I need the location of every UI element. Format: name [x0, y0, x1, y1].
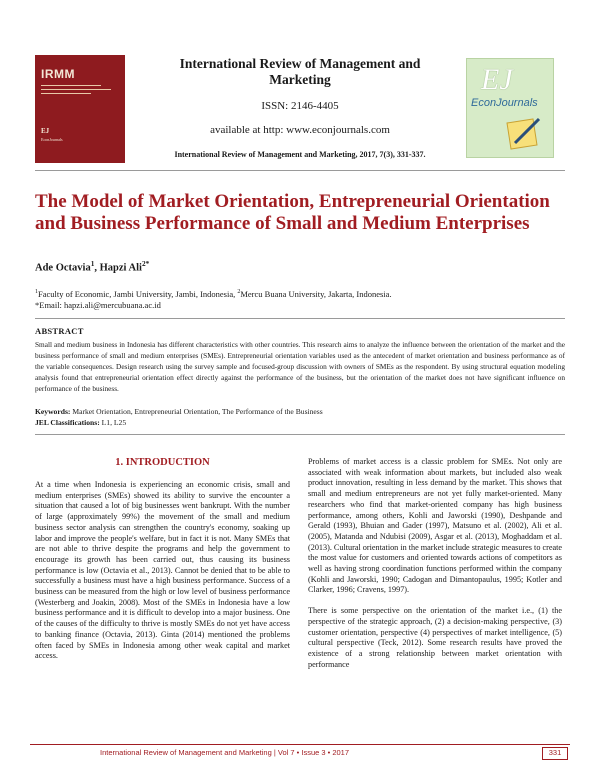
author-2-sup: 2*: [141, 259, 150, 268]
affil-1: Faculty of Economic, Jambi University, Jambi, Indonesia,: [37, 288, 238, 299]
author-1-sup: 1: [90, 259, 95, 268]
section-heading: 1. INTRODUCTION: [115, 457, 210, 468]
citation: International Review of Management and Marketing, 2017, 7(3), 331-337.: [174, 150, 426, 159]
cover-line: [41, 85, 101, 86]
issn: ISSN: 2146-4405: [261, 100, 339, 112]
abstract-text: Small and medium business in Indonesia has different characteristics with other countries. This research aims to analyze the influence between the orientation of the market and the business performance of small and medium enterprises (SMEs). Entrepreneurial orientation variables used as the antecedent of market orientation and business performance as of the variable consequences. Design research using the survey sample and focused-group discussion with owners of SMEs as the respondent. By using structural equation modeling analysis found that entrepreneurial orientation effect directly against the performance of the business, but the orientation of the market does not have significant influence on performance of the business.: [35, 340, 565, 393]
abstract-rule-bottom: [35, 434, 565, 435]
intro-paragraph-2: Problems of market access is a classic problem for SMEs. Not only are associated with weak information about markets, but included also weak product innovation, resulting in less demand by the market. This shows that small and medium entrepreneurs are not yet fully market-oriented. Many researchers who find that market-oriented company has high business performance, among others, Kohli and Jaworski (1990), Deshpande and Gerald (1993), Bhuian and Gader (1997), Matsuno et al. (2002), Ali et al. (2005), Matanda and Ndubisi (2009), Asgar et al. (2013), Moghaddam et al. (2013). Cultural orientation in the market include strategic measures to create the most value for customers and oriented towards actions of competitors as well as having strong coordination functions performed within the company (Kohli and Jaworski, 1990; Cadogan and Dimantopaulus, 1995; Kotler and Clarker, 1996; Cravens, 1997).: [308, 457, 562, 595]
intro-right-column: [308, 457, 562, 680]
journal-title: International Review of Management and Marketing: [179, 56, 421, 87]
author-sep: ,: [94, 262, 100, 274]
author-1: Ade Octavia: [35, 262, 91, 274]
affil-2: Mercu Buana University, Jakarta, Indonesia.: [240, 288, 392, 299]
intro-paragraph-1: At a time when Indonesia is experiencing an economic crisis, small and medium enterprises (SMEs) showed its ability to survive the encounter a situation that caused a lot of big businesses went bankrupt. With the number of large (approximately 99%) the movement of the small and medium business sector analysis can strengthen the country's economy, soaking up labor and improve the people's welfare, but in fact it is not. Many SMEs that are not able to thrive despite the programs and help the government to encourage its growth has been carried out, thus causing its business performance is low (Octavia et al., 2013). Cannot be denied that to be able to successfully a business must have a high business performance. Success of a business can be measured from the high or low level of business performance (Westerberg and Joakin, 2008). Most of the SMEs in Indonesia have a low business performance and it is difficult to develop into a major business. One of the causes of the difficulty to thrive is mostly SMEs do not yet have access to banking finance (Octavia, 2013). Ginta (2014) mentioned the problems often faced by SMEs in Indonesia among other weak capital and market access.: [35, 480, 290, 661]
jel-text: L1, L25: [99, 418, 127, 427]
authors: [35, 259, 149, 274]
page-number: 331: [542, 747, 568, 760]
abstract-rule-top: [35, 318, 565, 319]
keywords-text: Market Orientation, Entrepreneurial Orientation, The Performance of the Business: [70, 407, 323, 416]
keywords-label: Keywords:: [35, 407, 71, 416]
affil-sup-2: 2: [237, 289, 241, 295]
affil-sup-1: 1: [35, 289, 38, 295]
cover-line: [41, 93, 91, 94]
cover-ej-text: EconJournals: [41, 137, 63, 142]
page-footer: [30, 744, 570, 761]
affiliation: [35, 287, 575, 311]
cover-line: [41, 89, 111, 90]
paper-title: The Model of Market Orientation, Entrepreneurial Orientation and Business Performance of Small and Medium Enterprises: [35, 191, 550, 234]
available-at: available at http: www.econjournals.com: [210, 124, 390, 136]
author-2: Hapzi Ali: [99, 262, 142, 274]
logo-name: EconJournals: [471, 97, 538, 109]
email: *Email: hapzi.ali@mercubuana.ac.id: [35, 299, 161, 310]
cover-ej: EJ: [41, 127, 50, 135]
header-rule: [35, 170, 565, 171]
econjournals-logo: [466, 58, 554, 158]
pen-paper-icon: [503, 115, 543, 151]
intro-paragraph-3: There is some perspective on the orientation of the market i.e., (1) the perspective of the strategic approach, (2) a decision-making perspective, (3) customer orientation, perspective (4) perspectives of market intelligence, (5) cultural perspective (Teck, 2012). Some research results have proved the existence of a strong relationship between market orientation with performance: [308, 606, 562, 669]
cover-acronym: IRMM: [41, 67, 75, 81]
journal-cover-image: [35, 55, 125, 163]
keywords: [35, 406, 575, 428]
abstract-heading: ABSTRACT: [35, 326, 84, 336]
logo-letters: EJ: [481, 63, 513, 96]
footer-text: International Review of Management and Marketing | Vol 7 • Issue 3 • 2017: [100, 748, 350, 757]
jel-label: JEL Classifications:: [35, 418, 100, 427]
